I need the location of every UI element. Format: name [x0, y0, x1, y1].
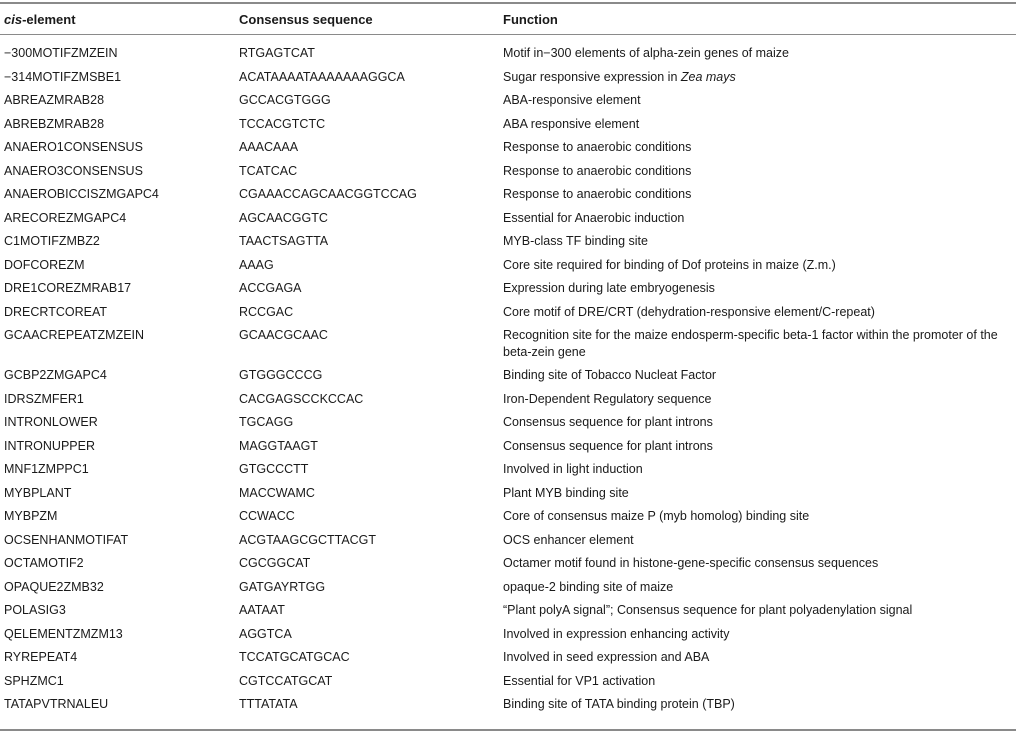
function-cell: opaque-2 binding site of maize — [503, 579, 674, 594]
consensus-sequence-cell: GTGGGCCCG — [239, 368, 323, 382]
table-row — [0, 435, 1016, 459]
cis-element-cell: INTRONUPPER — [4, 438, 95, 453]
table-row — [0, 230, 1016, 254]
table-row — [0, 160, 1016, 184]
function-cell: Octamer motif found in histone-gene-specific consensus sequences — [503, 556, 879, 570]
consensus-sequence-cell: ACATAAAATAAAAAAAGGCA — [239, 69, 405, 84]
table-row — [0, 599, 1016, 623]
table-row — [0, 693, 1016, 717]
table-row — [0, 324, 1016, 364]
function-cell: Involved in expression enhancing activity — [503, 626, 730, 641]
cis-element-cell: MYBPLANT — [4, 485, 72, 500]
table-row — [0, 136, 1016, 160]
cis-element-cell: GCBP2ZMGAPC4 — [4, 368, 107, 382]
consensus-sequence-cell: TCCATGCATGCAC — [239, 650, 350, 664]
function-cell: Binding site of TATA binding protein (TBP) — [503, 697, 735, 711]
cis-element-cell: MYBPZM — [4, 509, 58, 523]
table-row — [0, 42, 1016, 66]
consensus-sequence-cell: CGAAACCAGCAACGGTCCAG — [239, 187, 417, 201]
cis-element-cell: DOFCOREZM — [4, 257, 85, 272]
cis-element-cell: C1MOTIFZMBZ2 — [4, 234, 100, 248]
cis-element-cell: OPAQUE2ZMB32 — [4, 579, 104, 594]
table-row — [0, 505, 1016, 529]
function-cell: Iron-Dependent Regulatory sequence — [503, 391, 712, 406]
consensus-sequence-cell: GCCACGTGGG — [239, 93, 331, 107]
function-cell: Consensus sequence for plant introns — [503, 438, 713, 453]
function-cell: Plant MYB binding site — [503, 485, 629, 500]
consensus-sequence-cell: GCAACGCAAC — [239, 328, 328, 342]
consensus-sequence-cell: TTTATATA — [239, 697, 298, 711]
cis-element-cell: −300MOTIFZMZEIN — [4, 46, 118, 60]
table-row — [0, 576, 1016, 600]
table-row — [0, 623, 1016, 647]
consensus-sequence-cell: AGGTCA — [239, 626, 292, 641]
function-cell: ABA-responsive element — [503, 93, 641, 107]
header-cis-element: cis-element — [4, 11, 76, 27]
function-cell: Response to anaerobic conditions — [503, 140, 692, 154]
table-row — [0, 183, 1016, 207]
consensus-sequence-cell: AAACAAA — [239, 140, 299, 154]
function-cell: Sugar responsive expression in Zea mays — [503, 69, 736, 84]
consensus-sequence-cell: CGCGGCAT — [239, 556, 311, 570]
consensus-sequence-cell: TGCAGG — [239, 415, 294, 429]
function-cell: Expression during late embryogenesis — [503, 281, 715, 295]
cis-element-cell: DRECRTCOREAT — [4, 304, 108, 319]
data-table — [0, 4, 1016, 717]
cis-element-cell: ANAERO3CONSENSUS — [4, 163, 143, 178]
cis-element-cell: GCAACREPEATZMZEIN — [4, 328, 145, 342]
function-cell: Response to anaerobic conditions — [503, 187, 692, 201]
cis-element-cell: ANAERO1CONSENSUS — [4, 140, 143, 154]
function-cell: Essential for Anaerobic induction — [503, 210, 685, 225]
cis-element-cell: POLASIG3 — [4, 603, 66, 617]
cis-element-cell: QELEMENTZMZM13 — [4, 626, 123, 641]
function-cell: Consensus sequence for plant introns — [503, 415, 713, 429]
table-row — [0, 388, 1016, 412]
cis-element-cell: ANAEROBICCISZMGAPC4 — [4, 187, 159, 201]
cis-element-cell: INTRONLOWER — [4, 415, 98, 429]
consensus-sequence-cell: RTGAGTCAT — [239, 46, 315, 60]
consensus-sequence-cell: TCATCAC — [239, 163, 298, 178]
consensus-sequence-cell: AAAG — [239, 257, 274, 272]
cis-element-cell: ARECOREZMGAPC4 — [4, 210, 127, 225]
consensus-sequence-cell: CCWACC — [239, 509, 295, 523]
table-row — [0, 646, 1016, 670]
consensus-sequence-cell: TAACTSAGTTA — [239, 234, 329, 248]
consensus-sequence-cell: MACCWAMC — [239, 485, 315, 500]
function-cell: Response to anaerobic conditions — [503, 163, 692, 178]
cis-element-cell: −314MOTIFZMSBE1 — [4, 69, 122, 84]
table-row — [0, 113, 1016, 137]
consensus-sequence-cell: ACGTAAGCGCTTACGT — [239, 532, 377, 547]
function-cell: “Plant polyA signal”; Consensus sequence for plant polyadenylation signal — [503, 603, 913, 617]
function-cell: Core site required for binding of Dof proteins in maize (Z.m.) — [503, 257, 836, 272]
table-row — [0, 277, 1016, 301]
function-cell: Essential for VP1 activation — [503, 673, 656, 688]
cis-element-cell: OCTAMOTIF2 — [4, 556, 84, 570]
consensus-sequence-cell: ACCGAGA — [239, 281, 302, 295]
consensus-sequence-cell: GATGAYRTGG — [239, 579, 326, 594]
cis-element-cell: OCSENHANMOTIFAT — [4, 532, 129, 547]
consensus-sequence-cell: RCCGAC — [239, 304, 294, 319]
consensus-sequence-cell: CGTCCATGCAT — [239, 673, 333, 688]
consensus-sequence-cell: MAGGTAAGT — [239, 438, 318, 453]
consensus-sequence-cell: CACGAGSCCKCCAC — [239, 391, 364, 406]
consensus-sequence-cell: GTGCCCTT — [239, 462, 309, 476]
table-row — [0, 529, 1016, 553]
table-row — [0, 364, 1016, 388]
function-cell: Motif in−300 elements of alpha-zein genes of maize — [503, 46, 789, 60]
header-consensus-sequence: Consensus sequence — [239, 11, 373, 27]
cis-element-cell: RYREPEAT4 — [4, 650, 78, 664]
cis-element-cell: TATAPVTRNALEU — [4, 697, 109, 711]
consensus-sequence-cell: TCCACGTCTC — [239, 116, 326, 131]
consensus-sequence-cell: AGCAACGGTC — [239, 210, 328, 225]
table-row — [0, 458, 1016, 482]
table-row — [0, 66, 1016, 90]
cis-element-cell: IDRSZMFER1 — [4, 391, 84, 406]
function-cell: Core motif of DRE/CRT (dehydration-responsive element/C-repeat) — [503, 304, 875, 319]
function-cell: OCS enhancer element — [503, 532, 634, 547]
table-row — [0, 670, 1016, 694]
header-function: Function — [503, 11, 558, 27]
function-cell: MYB-class TF binding site — [503, 234, 648, 248]
table-row — [0, 89, 1016, 113]
table-row — [0, 482, 1016, 506]
bottom-rule — [0, 729, 1016, 731]
cis-element-cell: SPHZMC1 — [4, 673, 64, 688]
cis-element-cell: ABREBZMRAB28 — [4, 116, 105, 131]
function-cell: Core of consensus maize P (myb homolog) binding site — [503, 509, 810, 523]
table-row — [0, 411, 1016, 435]
table-row — [0, 254, 1016, 278]
function-cell: Binding site of Tobacco Nucleat Factor — [503, 368, 717, 382]
table-row — [0, 301, 1016, 325]
table-row — [0, 207, 1016, 231]
function-cell: Recognition site for the maize endosperm-specific beta-1 factor within the promoter of the beta-zein gene — [503, 328, 998, 359]
cis-element-cell: MNF1ZMPPC1 — [4, 462, 89, 476]
header-row — [0, 4, 1016, 34]
function-cell: ABA responsive element — [503, 116, 640, 131]
cis-element-cell: ABREAZMRAB28 — [4, 93, 105, 107]
cis-element-cell: DRE1COREZMRAB17 — [4, 281, 132, 295]
function-cell: Involved in light induction — [503, 462, 643, 476]
table-row — [0, 552, 1016, 576]
consensus-sequence-cell: AATAAT — [239, 603, 285, 617]
function-cell: Involved in seed expression and ABA — [503, 650, 710, 664]
